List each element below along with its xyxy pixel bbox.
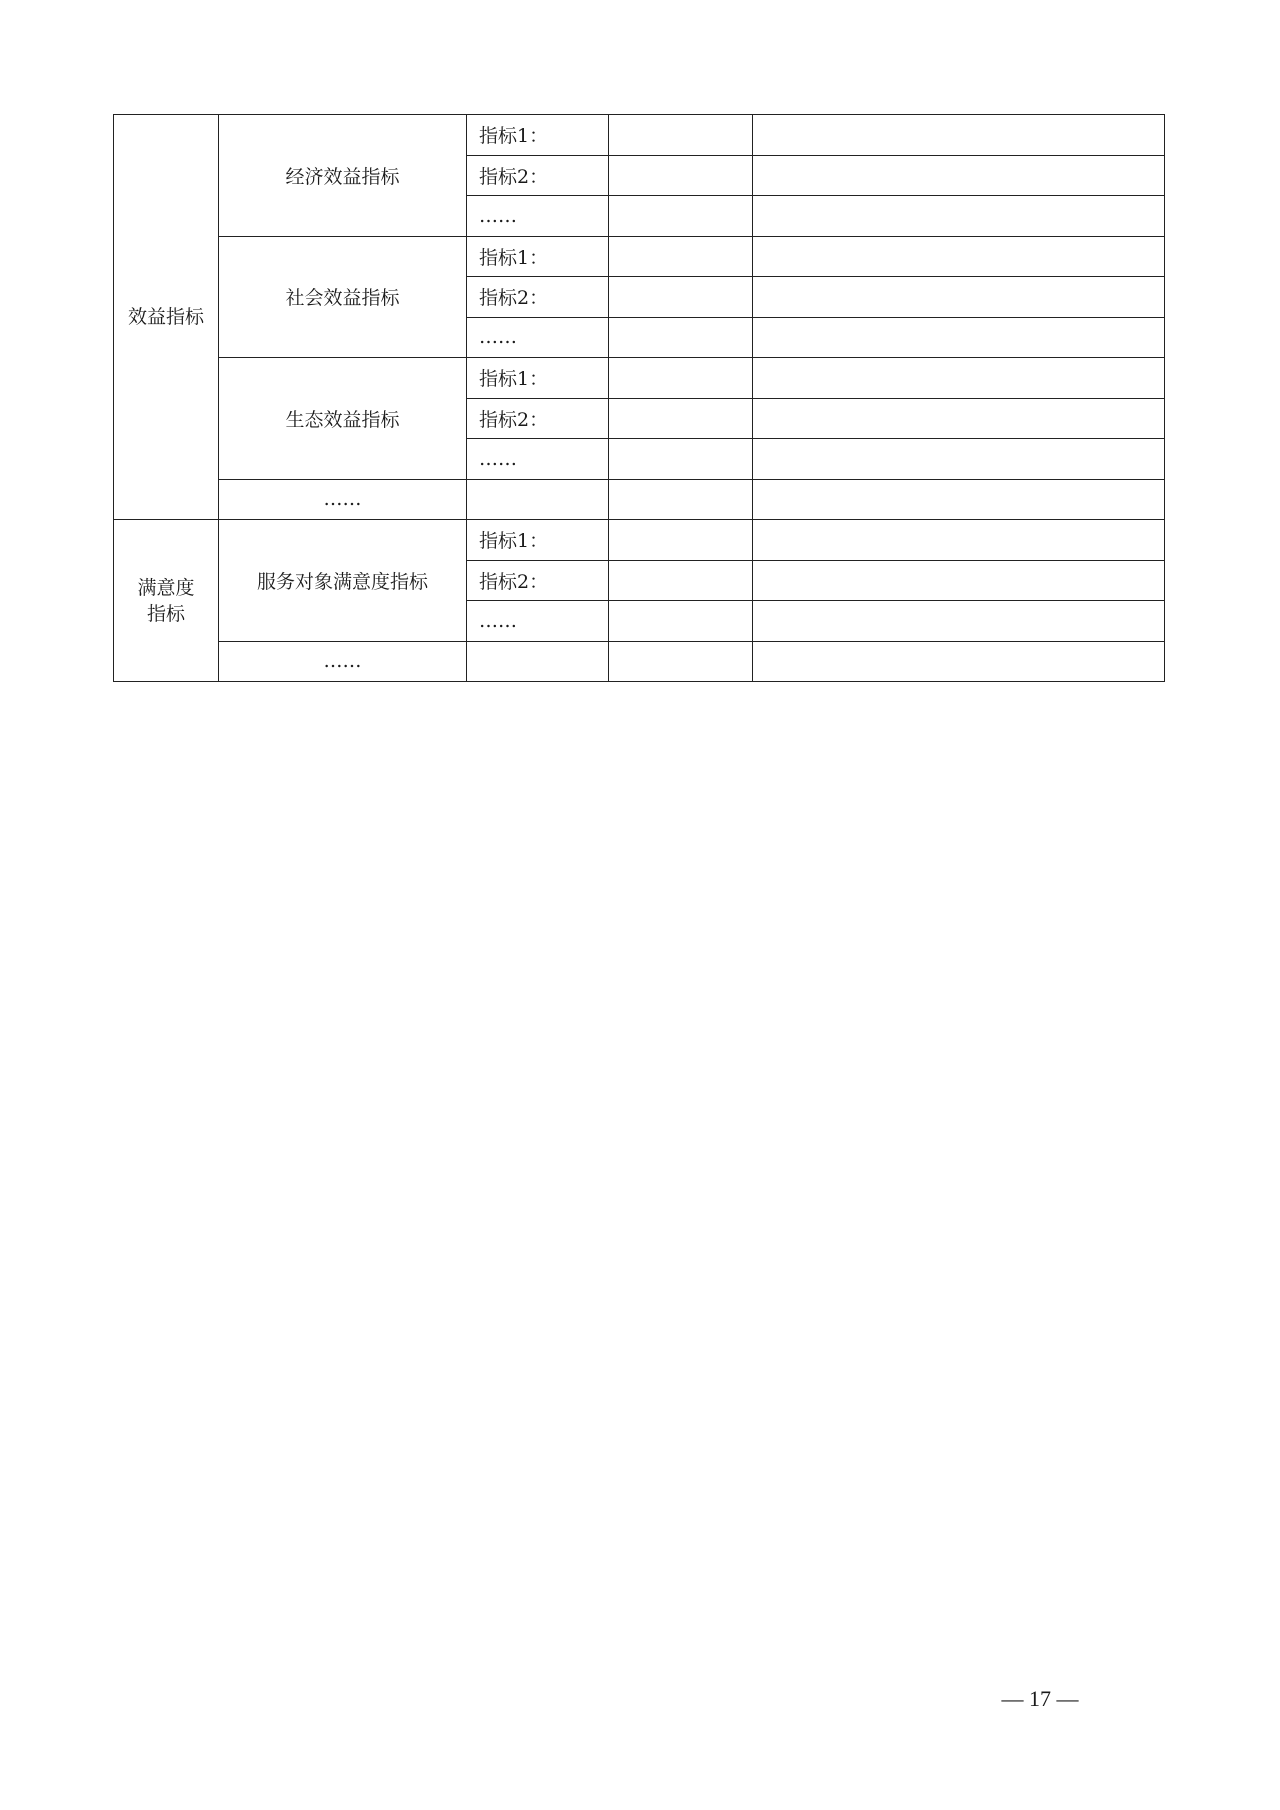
table-row (114, 236, 1165, 277)
value-cell (609, 358, 753, 399)
remark-cell (753, 520, 1165, 561)
level3-indicator-cell: 指标2： (467, 277, 609, 318)
remark-cell (753, 601, 1165, 642)
value-cell (609, 520, 753, 561)
level2-indicator-cell: …… (219, 641, 467, 682)
level3-indicator-cell (467, 641, 609, 682)
level2-indicator-cell: 生态效益指标 (219, 358, 467, 480)
remark-cell (753, 196, 1165, 237)
table-row (114, 115, 1165, 156)
level2-indicator-cell: 服务对象满意度指标 (219, 520, 467, 642)
value-cell (609, 196, 753, 237)
remark-cell (753, 277, 1165, 318)
value-cell (609, 317, 753, 358)
table-body (114, 115, 1165, 682)
table-row (114, 520, 1165, 561)
remark-cell (753, 439, 1165, 480)
value-cell (609, 398, 753, 439)
value-cell (609, 155, 753, 196)
value-cell (609, 479, 753, 520)
level3-indicator-cell: 指标1： (467, 236, 609, 277)
page-number: — 17 — (1001, 1686, 1079, 1711)
level1-indicator-cell: 效益指标 (114, 115, 219, 520)
table-row (114, 358, 1165, 399)
level3-indicator-cell (467, 479, 609, 520)
remark-cell (753, 155, 1165, 196)
level1-indicator-cell: 满意度 指标 (114, 520, 219, 682)
remark-cell (753, 398, 1165, 439)
remark-cell (753, 317, 1165, 358)
value-cell (609, 560, 753, 601)
level3-indicator-cell: …… (467, 601, 609, 642)
table-row (114, 641, 1165, 682)
table-row (114, 479, 1165, 520)
value-cell (609, 277, 753, 318)
remark-cell (753, 358, 1165, 399)
level3-indicator-cell: 指标2： (467, 398, 609, 439)
level2-indicator-cell: 社会效益指标 (219, 236, 467, 358)
level3-indicator-cell: …… (467, 196, 609, 237)
value-cell (609, 115, 753, 156)
remark-cell (753, 560, 1165, 601)
value-cell (609, 601, 753, 642)
remark-cell (753, 115, 1165, 156)
level3-indicator-cell: …… (467, 439, 609, 480)
remark-cell (753, 479, 1165, 520)
level3-indicator-cell: 指标2： (467, 560, 609, 601)
level3-indicator-cell: 指标1： (467, 520, 609, 561)
value-cell (609, 236, 753, 277)
value-cell (609, 641, 753, 682)
remark-cell (753, 641, 1165, 682)
level3-indicator-cell: 指标1： (467, 358, 609, 399)
level2-indicator-cell: …… (219, 479, 467, 520)
remark-cell (753, 236, 1165, 277)
level3-indicator-cell: 指标1： (467, 115, 609, 156)
level3-indicator-cell: 指标2： (467, 155, 609, 196)
level3-indicator-cell: …… (467, 317, 609, 358)
level2-indicator-cell: 经济效益指标 (219, 115, 467, 237)
value-cell (609, 439, 753, 480)
performance-indicator-table (113, 114, 1165, 682)
